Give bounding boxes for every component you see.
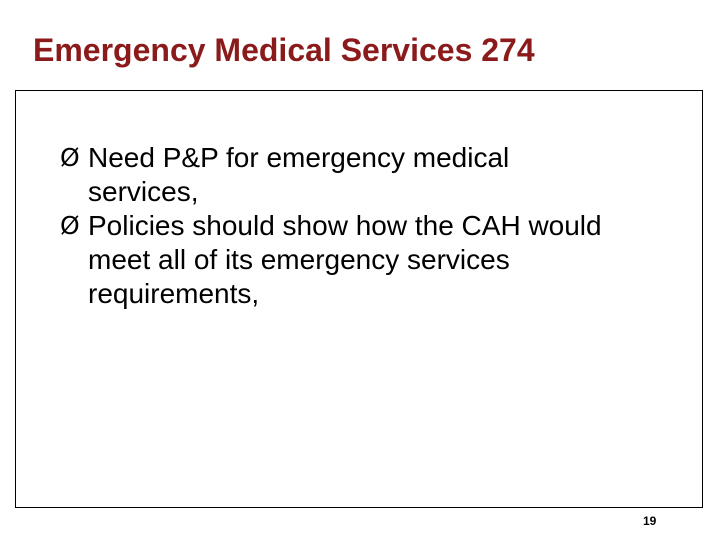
slide-title: Emergency Medical Services 274: [33, 32, 535, 68]
arrow-bullet-icon: Ø: [60, 143, 80, 172]
bullet-text: Policies should show how the CAH would meet all of its emergency services requirements,: [88, 210, 602, 309]
arrow-bullet-icon: Ø: [60, 211, 80, 240]
bullet-text: Need P&P for emergency medical services,: [88, 142, 510, 207]
page-number: 19: [643, 514, 657, 528]
bullet-item-policies: [60, 209, 620, 311]
bullet-list: [60, 141, 620, 311]
bullet-item-emergency-pp: [60, 141, 620, 209]
